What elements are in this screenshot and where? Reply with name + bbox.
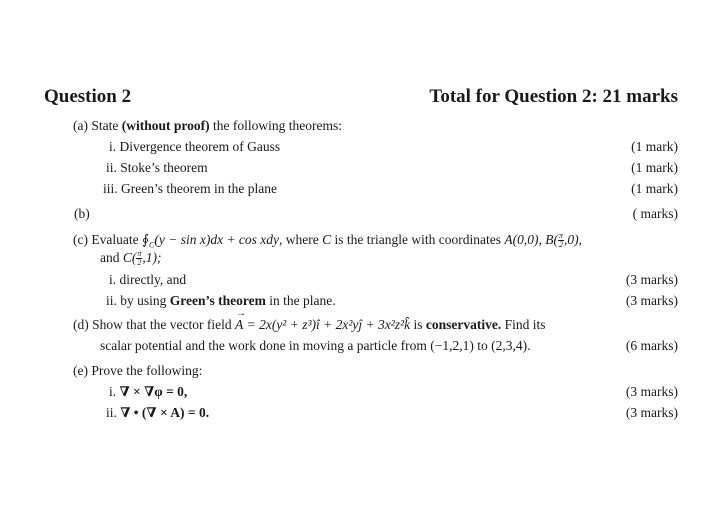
item-text-bold: Green’s theorem (169, 293, 266, 308)
part-e-prompt: Prove the following: (91, 363, 203, 378)
question-total: Total for Question 2: 21 marks (429, 86, 678, 107)
item-num: ii. (106, 405, 117, 420)
item-num: ii. (106, 293, 117, 308)
part-d-marks: (6 marks) (625, 338, 678, 353)
part-a-item-2-marks: (1 mark) (631, 160, 678, 175)
point-a: A(0,0) (504, 232, 539, 247)
part-d-is: is (413, 317, 423, 332)
part-c-evaluate: Evaluate (91, 232, 139, 247)
item-num: i. (109, 272, 117, 287)
item-text-suffix: in the plane. (269, 293, 336, 308)
part-d-conservative: conservative. (425, 317, 502, 332)
part-d-label: (d) (73, 317, 89, 332)
item-num: ii. (106, 160, 117, 175)
point-c: C( $\frac{\pi}{2}$ ,1); (122, 249, 162, 267)
point-b: B( $\frac{\pi}{2}$ ,0), (545, 231, 583, 249)
part-d-find: Find its (504, 317, 546, 332)
part-c-where: , where (279, 232, 319, 247)
part-c-label: (c) (73, 232, 88, 247)
part-a-suffix: the following theorems: (213, 118, 342, 133)
item-text: Divergence theorem of Gauss (119, 139, 281, 154)
part-a-item-3-marks: (1 mark) (631, 181, 678, 196)
part-e-item-2 (106, 405, 209, 421)
vector-field-expression: = 2x(y² + z³)î + 2x²yĵ + 3x²z²k̂ (246, 317, 411, 332)
part-e-item-1 (109, 384, 187, 400)
part-a-bold: (without proof) (121, 118, 210, 133)
part-c-item-1-marks: (3 marks) (625, 272, 678, 287)
question-title: Question 2 (44, 86, 132, 107)
item-text: directly, and (119, 272, 187, 287)
part-c-triangle: is the triangle with coordinates (334, 232, 501, 247)
part-c-integrand: (y − sin x)dx + cos xdy (154, 232, 280, 247)
fraction-pi-over-2-c: $\frac{\pi}{2}$ (137, 249, 142, 267)
part-d-line-2: scalar potential and the work done in moving a particle from (−1,2,1) to (2,3,4). (100, 338, 531, 353)
part-c-line-1: (c) Evaluate $∮_C(y - \sin x)dx + \cos$ xdy, where C is the triangle with coordinates A(0,0), B( $\frac{\pi}{2}$ ,0), (73, 231, 583, 250)
part-c-line-2 (100, 250, 162, 267)
part-c-and: and (100, 250, 120, 265)
contour-subscript: C (149, 240, 155, 250)
item-num: iii. (103, 181, 118, 196)
contour-integral-symbol: $∮_C$ (141, 232, 155, 250)
item-num: i. (109, 384, 117, 399)
part-a-label: (a) (73, 118, 88, 133)
part-a-item-2 (106, 160, 208, 176)
item-expression: ∇ • (∇ × A) = 0. (120, 405, 210, 420)
part-e-item-1-marks: (3 marks) (625, 384, 678, 399)
part-c-cvar: C (322, 232, 332, 247)
vector-a: A → (234, 308, 246, 332)
item-text-prefix: by using (120, 293, 167, 308)
part-c-item-1 (109, 272, 186, 288)
fraction-pi-over-2: $\frac{\pi}{2}$ (559, 231, 564, 249)
part-e-item-2-marks: (3 marks) (625, 405, 678, 420)
part-a (73, 118, 342, 134)
item-num: i. (109, 139, 117, 154)
part-a-item-3 (103, 181, 277, 197)
part-a-item-1-marks: (1 mark) (631, 139, 678, 154)
part-c-item-2-marks: (3 marks) (625, 293, 678, 308)
part-e-line-1 (73, 363, 202, 379)
part-b-marks: ( marks) (632, 206, 678, 221)
item-text: Stoke’s theorem (120, 160, 208, 175)
part-a-item-1 (109, 139, 280, 155)
part-a-prefix: State (91, 118, 119, 133)
item-text: Green’s theorem in the plane (121, 181, 277, 196)
part-b-label: (b) (74, 206, 90, 221)
vector-arrow-icon: → (235, 308, 246, 319)
part-d-show: Show that the vector field (92, 317, 232, 332)
part-d-line-1 (73, 308, 546, 333)
part-c-item-2 (106, 293, 336, 309)
item-expression: ∇ × ∇φ = 0, (119, 384, 188, 399)
part-e-label: (e) (73, 363, 88, 378)
